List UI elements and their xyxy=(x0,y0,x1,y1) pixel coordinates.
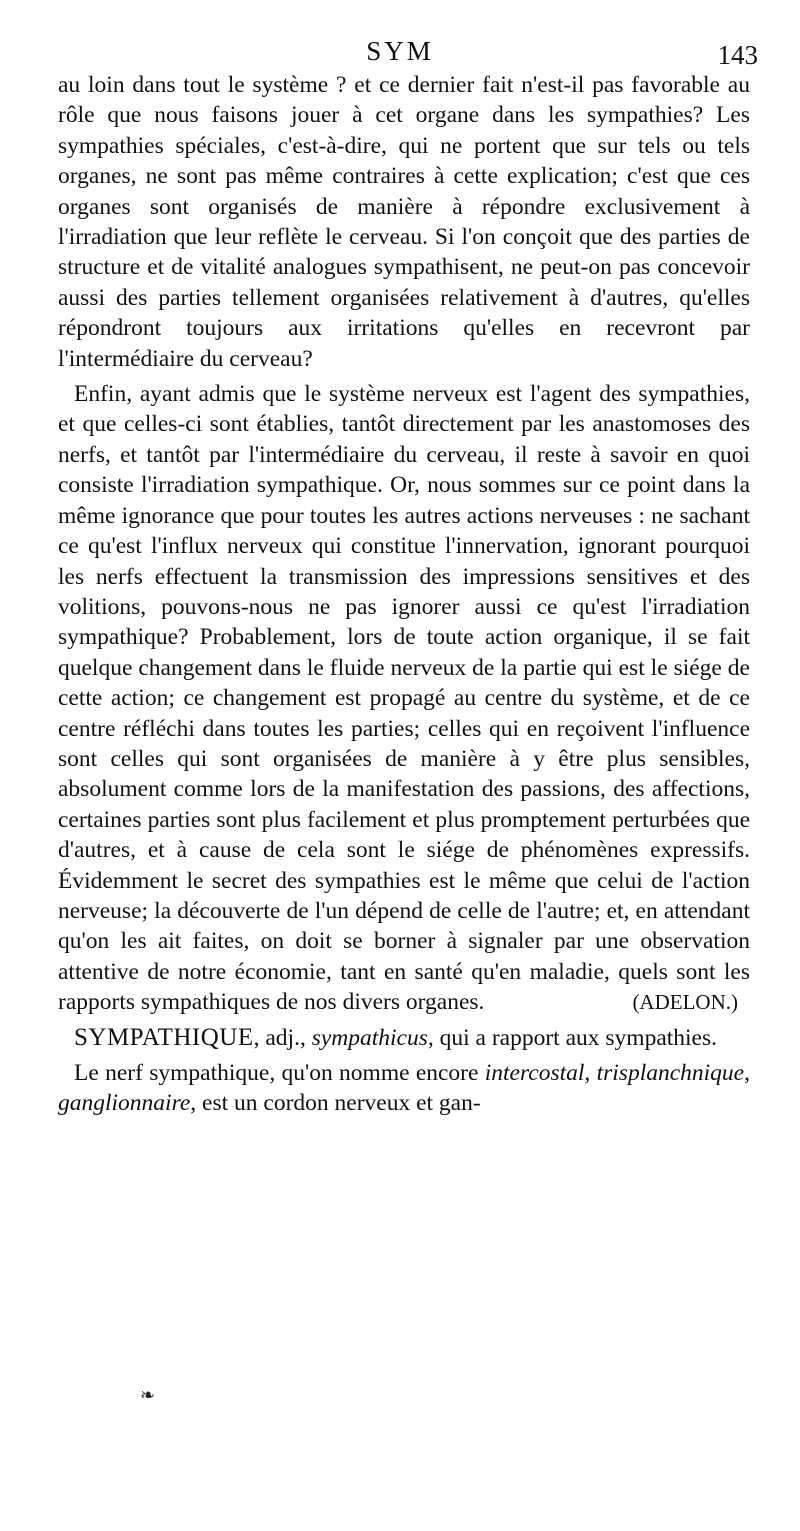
body-text xyxy=(58,70,750,1124)
nerf-sep-1: , xyxy=(584,1060,597,1086)
entry-sympathique xyxy=(58,1023,750,1053)
page-number: 143 xyxy=(717,40,758,70)
paragraph-enfin-text: Enfin, ayant admis que le système nerveux est l'agent des sympathies, et que celles-ci sont établies, tantôt directement par les anastomoses des nerfs, et tantôt par l'intermédiaire du cerveau, il reste à savoir en quoi consiste l'irradiation sympathique. Or, nous sommes sur ce point dans la même ignorance que pour toutes les autres actions nerveuses : ne sachant ce qu'est l'influx nerveux qui constitue l'innervation, ignorant pourquoi les nerfs effectuent la transmission des impressions sensitives et des volitions, pouvons-nous ne pas ignorer aussi ce qu'est l'irradiation sympathique? Probablement, lors de toute action organique, il se fait quelque changement dans le fluide nerveux de la partie qui est le siége de cette action; ce changement est propagé au centre du système, et de ce centre réfléchi dans toutes les parties; celles qui en reçoivent l'influence sont celles qui sont organisées de manière à y être plus sensibles, absolument comme lors de la manifestation des passions, des affections, certaines parties sont plus facilement et plus promptement perturbées que d'autres, et à cause de cela sont le siége de phénomènes expressifs. Évidemment le secret des sympathies est le même que celui de l'action nerveuse; la découverte de l'un dépend de celle de l'autre; et, en attendant qu'on les ait faites, on doit se borner à signaler par une observation attentive de notre économie, tant en santé qu'en maladie, quels sont les rapports sympathiques de nos divers organes. xyxy=(58,381,750,1016)
paragraph-nerf-sympathique xyxy=(58,1058,750,1119)
paragraph-enfin xyxy=(58,379,750,1018)
author-signature: (ADELON.) xyxy=(632,990,738,1015)
entry-term: SYMPATHIQUE xyxy=(74,1023,254,1051)
printer-ornament-icon: ❧ xyxy=(140,1385,156,1405)
entry-grammar: , adj., xyxy=(253,1024,312,1051)
nerf-term-intercostal: intercostal xyxy=(484,1060,585,1086)
nerf-text-end: , est un cordon nerveux et gan- xyxy=(190,1090,481,1117)
page-header xyxy=(0,32,800,72)
nerf-text-start: Le nerf sympathique, qu'on nomme encore xyxy=(74,1060,485,1086)
running-head: SYM xyxy=(366,36,434,66)
nerf-term-trisplanchnique: trisplanchnique xyxy=(596,1060,745,1086)
nerf-term-ganglionnaire: ganglionnaire xyxy=(58,1090,191,1117)
entry-definition: qui a rapport aux sympathies. xyxy=(433,1024,718,1051)
nerf-sep-2: , xyxy=(744,1060,750,1086)
entry-latin: sympathicus, xyxy=(311,1024,434,1051)
paragraph-continuation: au loin dans tout le système ? et ce dernier fait n'est-il pas favorable au rôle que nous faisons jouer à cet organe dans les sympathies? Les sympathies spéciales, c'est-à-dire, qui ne portent que sur tels ou tels organes, ne sont pas même contraires à cette explication; c'est que ces organes sont organisés de manière à répondre exclusivement à l'irradiation que leur reflète le cerveau. Si l'on conçoit que des parties de structure et de vitalité analogues sympathisent, ne peut-on pas concevoir aussi des parties tellement organisées relativement à d'autres, qu'elles répondront toujours aux irritations qu'elles en recevront par l'intermédiaire du cerveau? xyxy=(58,72,750,372)
